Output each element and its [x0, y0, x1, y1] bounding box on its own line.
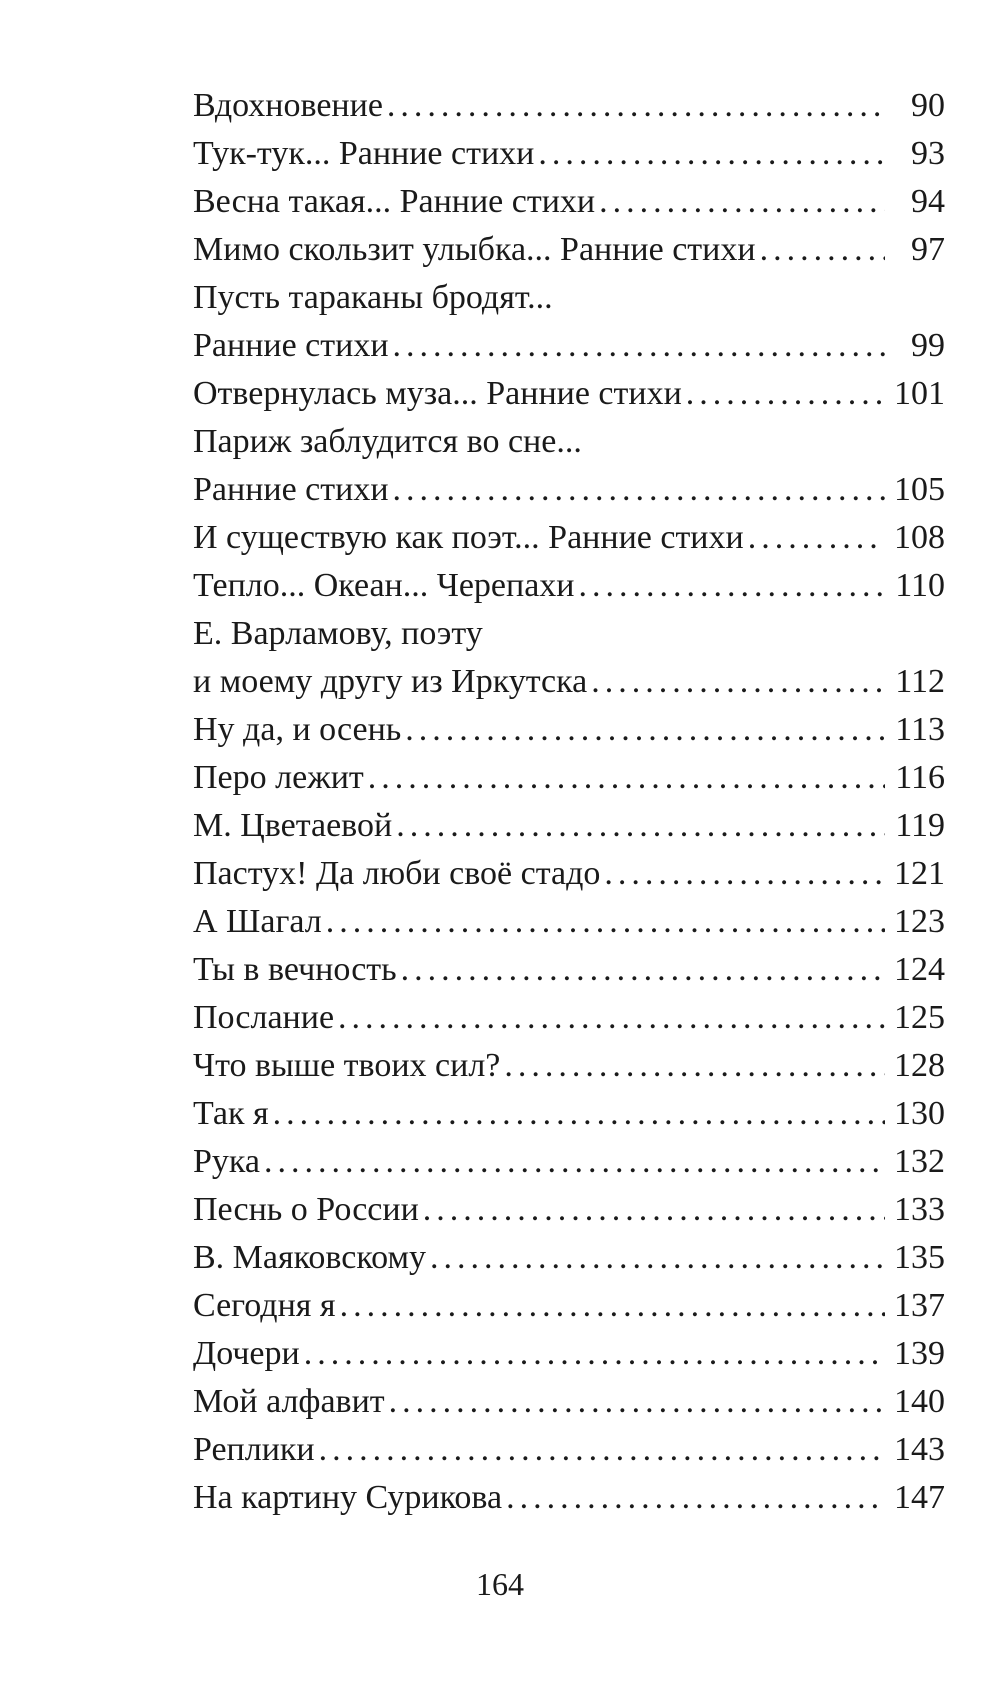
toc-entry-title: Сегодня я — [193, 1287, 336, 1324]
toc-line — [193, 466, 945, 514]
page-number: 164 — [476, 1566, 524, 1602]
toc-dot-leader — [389, 1378, 885, 1426]
toc-entry-title: Что выше твоих сил? — [193, 1047, 501, 1084]
toc-entry-title: А Шагал — [193, 903, 322, 940]
toc-entry-page: 135 — [894, 1239, 945, 1276]
toc-entry — [193, 1378, 945, 1426]
toc-dot-leader — [405, 706, 885, 754]
toc-entry — [193, 1138, 945, 1186]
toc-dot-leader — [264, 1138, 885, 1186]
toc-entry-page: 123 — [894, 903, 945, 940]
toc-line — [193, 1186, 945, 1234]
toc-line — [193, 994, 945, 1042]
toc-line — [193, 1378, 945, 1426]
toc-dot-leader — [340, 1282, 885, 1330]
toc-entry-page: 93 — [911, 135, 945, 172]
toc-entry-title: Пастух! Да люби своё стадо — [193, 855, 601, 892]
toc-entry-title: Песнь о России — [193, 1191, 419, 1228]
toc-line — [193, 1090, 945, 1138]
toc-entry-page: 97 — [911, 231, 945, 268]
toc-entry-page: 116 — [895, 759, 945, 796]
toc-entry-title: Е. Варламову, поэту — [193, 615, 483, 652]
toc-entry-continued — [193, 610, 945, 658]
toc-entry — [193, 1186, 945, 1234]
toc-dot-leader — [579, 562, 885, 610]
toc-line — [193, 562, 945, 610]
toc-entry-title: И существую как поэт... Ранние стихи — [193, 519, 744, 556]
toc-entry-continued — [193, 274, 945, 322]
toc-line — [193, 1138, 945, 1186]
toc-dot-leader — [393, 466, 885, 514]
toc-dot-leader — [430, 1234, 885, 1282]
toc-entry — [193, 130, 945, 178]
toc-line — [193, 706, 945, 754]
toc-dot-leader — [304, 1330, 885, 1378]
toc-entry — [193, 1426, 945, 1474]
toc-line — [193, 226, 945, 274]
toc-dot-leader — [423, 1186, 885, 1234]
table-of-contents — [193, 82, 945, 1522]
toc-entry-title: Пусть тараканы бродят... — [193, 279, 553, 316]
toc-entry — [193, 706, 945, 754]
toc-line — [193, 274, 945, 322]
toc-entry-title: В. Маяковскому — [193, 1239, 427, 1276]
toc-dot-leader — [326, 898, 885, 946]
toc-entry-title: Тук-тук... Ранние стихи — [193, 135, 535, 172]
toc-entry-page: 125 — [894, 999, 945, 1036]
toc-entry-page: 124 — [894, 951, 945, 988]
toc-line — [193, 946, 945, 994]
toc-entry — [193, 1474, 945, 1522]
toc-dot-leader — [401, 946, 885, 994]
toc-entry — [193, 754, 945, 802]
toc-dot-leader — [604, 850, 885, 898]
toc-entry — [193, 850, 945, 898]
toc-entry-title: М. Цветаевой — [193, 807, 393, 844]
toc-entry — [193, 514, 945, 562]
toc-line — [193, 802, 945, 850]
toc-entry-title: Перо лежит — [193, 759, 364, 796]
toc-entry-page: 140 — [894, 1383, 945, 1420]
toc-entry-page: 90 — [911, 87, 945, 124]
toc-dot-leader — [504, 1042, 885, 1090]
toc-entry — [193, 1330, 945, 1378]
toc-line — [193, 1474, 945, 1522]
toc-entry — [193, 370, 945, 418]
toc-dot-leader — [368, 754, 885, 802]
toc-entry-title: Дочери — [193, 1335, 300, 1372]
toc-dot-leader — [273, 1090, 885, 1138]
toc-entry-title: Так я — [193, 1095, 269, 1132]
toc-entry-page: 105 — [894, 471, 945, 508]
toc-entry-title: Ты в вечность — [193, 951, 397, 988]
toc-entry — [193, 1042, 945, 1090]
toc-line — [193, 322, 945, 370]
toc-line — [193, 1234, 945, 1282]
toc-entry — [193, 1090, 945, 1138]
toc-entry-page: 139 — [894, 1335, 945, 1372]
toc-entry-page: 99 — [911, 327, 945, 364]
toc-dot-leader — [538, 130, 885, 178]
toc-entry — [193, 562, 945, 610]
toc-entry-continued — [193, 418, 945, 466]
toc-entry-page: 110 — [895, 567, 945, 604]
toc-line — [193, 82, 945, 130]
toc-dot-leader — [319, 1426, 885, 1474]
toc-entry — [193, 1282, 945, 1330]
toc-entry-page: 128 — [894, 1047, 945, 1084]
toc-line — [193, 898, 945, 946]
toc-line — [193, 130, 945, 178]
toc-entry — [193, 82, 945, 130]
toc-entry-title: Послание — [193, 999, 335, 1036]
toc-dot-leader — [396, 802, 885, 850]
toc-line — [193, 178, 945, 226]
toc-dot-leader — [338, 994, 885, 1042]
toc-entry — [193, 658, 945, 706]
toc-line — [193, 370, 945, 418]
toc-entry-page: 121 — [894, 855, 945, 892]
toc-entry — [193, 322, 945, 370]
toc-entry-page: 108 — [894, 519, 945, 556]
toc-line — [193, 418, 945, 466]
toc-entry — [193, 178, 945, 226]
toc-dot-leader — [760, 226, 885, 274]
toc-entry — [193, 802, 945, 850]
toc-entry — [193, 898, 945, 946]
toc-entry-title: На картину Сурикова — [193, 1479, 503, 1516]
toc-entry-title: Мой алфавит — [193, 1383, 385, 1420]
toc-entry-title: Вдохновение — [193, 87, 383, 124]
toc-entry-page: 137 — [894, 1287, 945, 1324]
toc-entry — [193, 466, 945, 514]
toc-entry-title: Ранние стихи — [193, 471, 389, 508]
toc-entry — [193, 946, 945, 994]
toc-line — [193, 754, 945, 802]
toc-line — [193, 1330, 945, 1378]
toc-entry — [193, 226, 945, 274]
toc-line — [193, 1426, 945, 1474]
toc-entry-title: Париж заблудится во сне... — [193, 423, 582, 460]
toc-entry-page: 130 — [894, 1095, 945, 1132]
toc-entry-title: Ранние стихи — [193, 327, 389, 364]
toc-entry-page: 133 — [894, 1191, 945, 1228]
toc-dot-leader — [599, 178, 885, 226]
toc-entry-title: Весна такая... Ранние стихи — [193, 183, 596, 220]
toc-dot-leader — [387, 82, 885, 130]
toc-entry-page: 113 — [895, 711, 945, 748]
toc-dot-leader — [748, 514, 885, 562]
toc-entry-page: 94 — [911, 183, 945, 220]
toc-entry-page: 147 — [894, 1479, 945, 1516]
toc-entry-page: 112 — [895, 663, 945, 700]
toc-line — [193, 850, 945, 898]
toc-entry-title: Мимо скользит улыбка... Ранние стихи — [193, 231, 756, 268]
toc-entry-title: Тепло... Океан... Черепахи — [193, 567, 575, 604]
toc-dot-leader — [591, 658, 885, 706]
toc-entry-title: Рука — [193, 1143, 261, 1180]
toc-entry-title: Отвернулась муза... Ранние стихи — [193, 375, 682, 412]
toc-entry-title: и моему другу из Иркутска — [193, 663, 588, 700]
toc-line — [193, 658, 945, 706]
toc-line — [193, 1042, 945, 1090]
toc-entry-page: 132 — [894, 1143, 945, 1180]
toc-line — [193, 1282, 945, 1330]
toc-line — [193, 610, 945, 658]
toc-entry — [193, 1234, 945, 1282]
toc-entry-page: 101 — [894, 375, 945, 412]
toc-entry — [193, 994, 945, 1042]
toc-dot-leader — [686, 370, 885, 418]
toc-entry-page: 119 — [895, 807, 945, 844]
toc-entry-title: Реплики — [193, 1431, 315, 1468]
toc-dot-leader — [506, 1474, 885, 1522]
toc-line — [193, 514, 945, 562]
toc-entry-title: Ну да, и осень — [193, 711, 402, 748]
toc-entry-page: 143 — [894, 1431, 945, 1468]
toc-dot-leader — [393, 322, 885, 370]
